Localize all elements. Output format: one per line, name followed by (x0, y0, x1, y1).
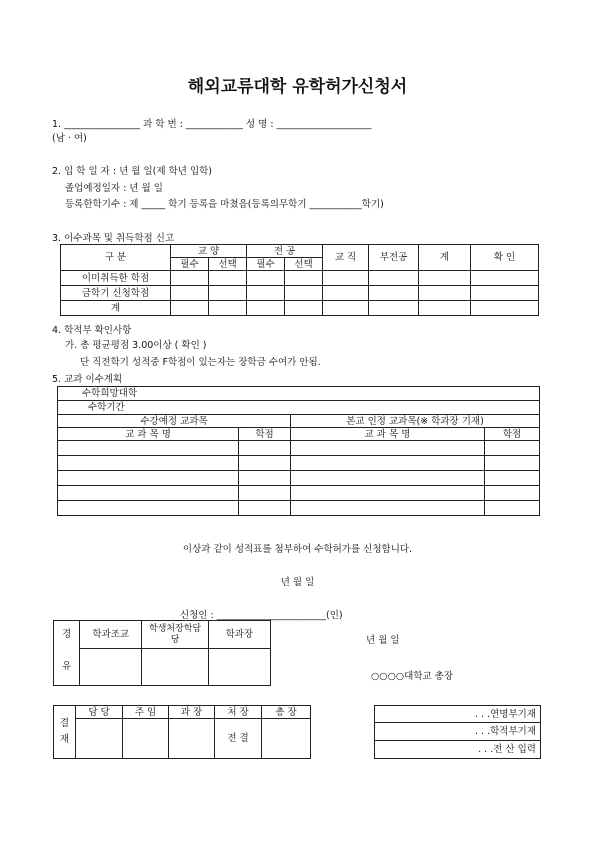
decision-col-4: 처 장 (215, 706, 262, 719)
sub-pilsu-1: 필수 (171, 258, 209, 271)
cell[interactable] (247, 301, 285, 316)
approval-col-1: 학과조교 (80, 621, 142, 649)
record-row-3: . . .전 산 입력 (375, 741, 541, 759)
cell[interactable] (285, 301, 323, 316)
sec4-line1: 가. 총 평균평점 3.00이상 ( 확인 ) (65, 340, 207, 351)
col-subject-right: 교 과 목 명 (291, 428, 485, 441)
sec2-line1: 2. 입 학 일 자 : 년 월 일(제 학년 입학) (52, 166, 212, 177)
sec4-line2: 단 직전학기 성적중 F학점이 있는자는 장학금 수여가 안됨. (80, 357, 321, 368)
cell[interactable] (239, 486, 291, 501)
cell[interactable] (485, 441, 540, 456)
cell[interactable] (471, 301, 539, 316)
cell[interactable] (239, 441, 291, 456)
decision-side-bottom: 재 (59, 734, 70, 745)
cell[interactable] (171, 286, 209, 301)
col-bujeongong: 부전공 (369, 245, 419, 271)
cell[interactable] (209, 271, 247, 286)
row-total: 계 (61, 301, 171, 316)
decision-sign-1[interactable] (76, 719, 123, 759)
statement: 이상과 같이 성적표를 첨부하여 수학허가를 신청합니다. (182, 544, 413, 555)
col-gyoyang: 교 양 (171, 245, 247, 258)
cell[interactable] (247, 271, 285, 286)
approval-col-3: 학과장 (208, 621, 270, 649)
cell[interactable] (239, 456, 291, 471)
cell[interactable] (285, 286, 323, 301)
col-credit-left: 학점 (239, 428, 291, 441)
cell[interactable] (369, 271, 419, 286)
cell[interactable] (58, 486, 239, 501)
decision-box (53, 705, 311, 759)
page-title: 해외교류대학 유학허가신청서 (187, 77, 408, 97)
col-credit-right: 학점 (485, 428, 540, 441)
approval-sign-2[interactable] (142, 649, 208, 686)
decision-jeongyeol: 전 결 (215, 719, 262, 759)
col-gubun: 구 분 (61, 245, 171, 271)
head-planned: 수강예정 교과목 (58, 415, 291, 428)
record-box (374, 705, 541, 759)
head-recognized: 본교 인정 교과목(※ 학과장 기재) (291, 415, 540, 428)
approval-box (53, 620, 271, 686)
sub-seontaek-1: 선택 (209, 258, 247, 271)
cell[interactable] (285, 271, 323, 286)
univ-input[interactable] (239, 387, 540, 401)
cell[interactable] (485, 456, 540, 471)
approval-side-top: 경 (54, 621, 80, 649)
decision-col-1: 담 당 (76, 706, 123, 719)
cell[interactable] (419, 301, 471, 316)
col-gye: 계 (419, 245, 471, 271)
cell[interactable] (247, 286, 285, 301)
cell[interactable] (369, 301, 419, 316)
record-row-2: . . .학적부기재 (375, 723, 541, 741)
sec5-heading: 5. 교과 이수계획 (52, 374, 123, 385)
col-gyojik: 교 직 (323, 245, 369, 271)
cell[interactable] (419, 271, 471, 286)
cell[interactable] (209, 301, 247, 316)
plan-table (57, 386, 540, 516)
sub-seontaek-2: 선택 (285, 258, 323, 271)
cell[interactable] (209, 286, 247, 301)
approval-col-2: 학생처장학담당 (142, 621, 208, 649)
period-input[interactable] (239, 401, 540, 415)
decision-sign-3[interactable] (169, 719, 215, 759)
sec1-line1: 1. ________________ 과 학 번 : ____________ 성 명 : ____________________ (52, 119, 372, 130)
row-requested: 금학기 신청학점 (61, 286, 171, 301)
decision-sign-5[interactable] (262, 719, 311, 759)
decision-col-5: 총 장 (262, 706, 311, 719)
approval-side-bottom: 유 (54, 649, 80, 686)
decision-side-top: 결 (59, 718, 70, 729)
cell[interactable] (171, 271, 209, 286)
row-period-label: 수학기간 (58, 401, 239, 415)
sec2-line3: 등록한학기수 : 제 _____ 학기 등록을 마쳤음(등록의무학기 ___________학기) (65, 199, 384, 210)
record-row-1: . . .연명부기재 (375, 706, 541, 723)
cell[interactable] (485, 486, 540, 501)
cell[interactable] (419, 286, 471, 301)
cell[interactable] (291, 486, 485, 501)
decision-side (54, 706, 76, 759)
cell[interactable] (171, 301, 209, 316)
date-line: 년 월 일 (280, 577, 315, 588)
cell[interactable] (291, 441, 485, 456)
cell[interactable] (369, 286, 419, 301)
sec2-line2: 졸업예정일자 : 년 월 일 (65, 183, 163, 194)
row-earned: 이미취득한 학점 (61, 271, 171, 286)
approval-sign-3[interactable] (208, 649, 270, 686)
decision-col-2: 주 임 (123, 706, 169, 719)
cell[interactable] (323, 271, 369, 286)
credits-table (60, 244, 539, 316)
cell[interactable] (239, 471, 291, 486)
president: ○○○○대학교 총장 (371, 671, 454, 682)
approval-sign-1[interactable] (80, 649, 142, 686)
sec1-line2: (남 · 여) (52, 133, 87, 144)
cell[interactable] (291, 456, 485, 471)
row-univ-label: 수학희망대학 (58, 387, 239, 401)
decision-sign-2[interactable] (123, 719, 169, 759)
cell[interactable] (471, 271, 539, 286)
cell[interactable] (485, 471, 540, 486)
cell[interactable] (239, 501, 291, 516)
right-date: 년 월 일 (366, 635, 400, 646)
col-hwagin: 확 인 (471, 245, 539, 271)
cell[interactable] (58, 456, 239, 471)
applicant-line: 신청인 : _______________________(인) (180, 610, 343, 621)
cell[interactable] (323, 301, 369, 316)
decision-col-3: 과 장 (169, 706, 215, 719)
sec4-heading: 4. 학적부 확인사항 (52, 325, 132, 336)
cell[interactable] (471, 286, 539, 301)
cell[interactable] (291, 471, 485, 486)
cell[interactable] (58, 441, 239, 456)
sub-pilsu-2: 필수 (247, 258, 285, 271)
sec3-heading: 3. 이수과목 및 취득학점 신고 (52, 233, 175, 244)
col-subject-left: 교 과 목 명 (58, 428, 239, 441)
cell[interactable] (291, 501, 485, 516)
col-jeongong: 전 공 (247, 245, 323, 258)
cell[interactable] (58, 501, 239, 516)
cell[interactable] (323, 286, 369, 301)
cell[interactable] (58, 471, 239, 486)
cell[interactable] (485, 501, 540, 516)
